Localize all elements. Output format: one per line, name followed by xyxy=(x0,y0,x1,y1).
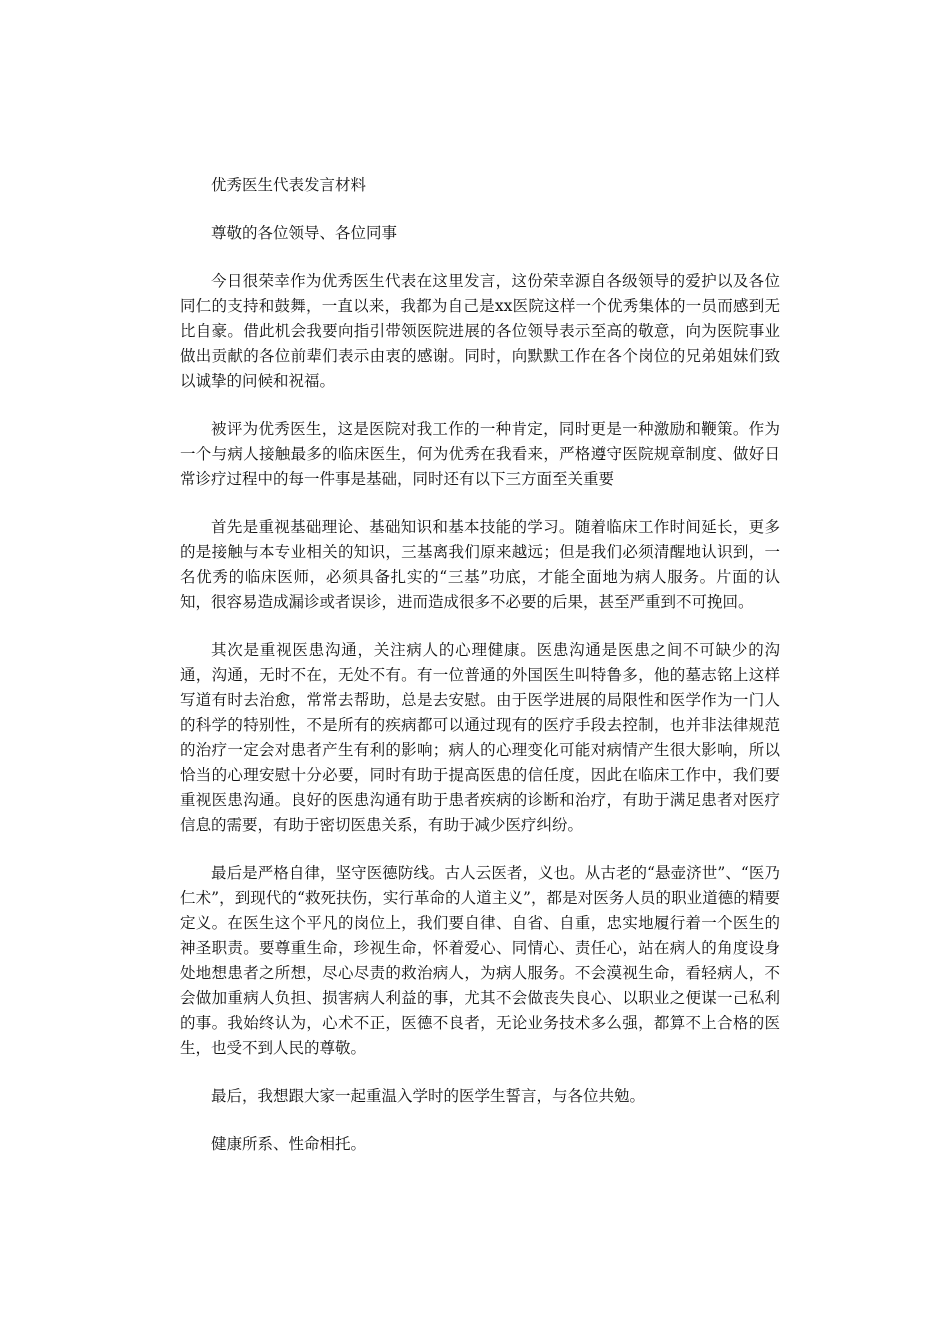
paragraph-recognition: 被评为优秀医生，这是医院对我工作的一种肯定，同时更是一种激励和鞭策。作为一个与病人接触最多的临床医生，何为优秀在我看来，严格遵守医院规章制度、做好日常诊疗过程中的每一件事是基础，同时还有以下三方面至关重要 xyxy=(180,420,780,488)
paragraph-communication: 其次是重视医患沟通，关注病人的心理健康。医患沟通是医患之间不可缺少的沟通，沟通，无时不在，无处不有。有一位普通的外国医生叫特鲁多，他的墓志铭上这样写道有时去治愈，常常去帮助，总是去安慰。由于医学进展的局限性和医学作为一门人的科学的特别性，不是所有的疾病都可以通过现有的医疗手段去控制，也并非法律规范的治疗一定会对患者产生有利的影响；病人的心理变化可能对病情产生很大影响，所以恰当的心理安慰十分必要，同时有助于提高医患的信任度，因此在临床工作中，我们要重视医患沟通。良好的医患沟通有助于患者疾病的诊断和治疗，有助于满足患者对医疗信息的需要，有助于密切医患关系，有助于减少医疗纠纷。 xyxy=(180,641,780,834)
paragraph-oath-intro: 最后，我想跟大家一起重温入学时的医学生誓言，与各位共勉。 xyxy=(211,1087,646,1105)
document-body xyxy=(180,173,780,1180)
paragraph-oath-line: 健康所系、性命相托。 xyxy=(211,1135,367,1153)
document-title: 优秀医生代表发言材料 xyxy=(211,176,367,194)
salutation: 尊敬的各位领导、各位同事 xyxy=(211,224,398,242)
paragraph-ethics: 最后是严格自律，坚守医德防线。古人云医者，义也。从古老的“悬壶济世”、“医乃仁术”，到现代的“救死扶伤，实行革命的人道主义”，都是对医务人员的职业道德的精要定义。在医生这个平凡的岗位上，我们要自律、自省、自重，忠实地履行着一个医生的神圣职责。要尊重生命，珍视生命，怀着爱心、同情心、责任心，站在病人的角度设身处地想患者之所想，尽心尽责的救治病人，为病人服务。不会漠视生命，看轻病人，不会做加重病人负担、损害病人利益的事，尤其不会做丧失良心、以职业之便谋一己私利的事。我始终认为，心术不正，医德不良者，无论业务技术多么强，都算不上合格的医生，也受不到人民的尊敬。 xyxy=(180,864,780,1057)
paragraph-basics: 首先是重视基础理论、基础知识和基本技能的学习。随着临床工作时间延长，更多的是接触与本专业相关的知识，三基离我们原来越远；但是我们必须清醒地认识到，一名优秀的临床医师，必须具备扎实的“三基”功底，才能全面地为病人服务。片面的认知，很容易造成漏诊或者误诊，进而造成很多不必要的后果，甚至严重到不可挽回。 xyxy=(180,518,780,611)
paragraph-intro: 今日很荣幸作为优秀医生代表在这里发言，这份荣幸源自各级领导的爱护以及各位同仁的支持和鼓舞，一直以来，我都为自己是xx医院这样一个优秀集体的一员而感到无比自豪。借此机会我要向指引带领医院进展的各位领导表示至高的敬意，向为医院事业做出贡献的各位前辈们表示由衷的感谢。同时，向默默工作在各个岗位的兄弟姐妹们致以诚挚的问候和祝福。 xyxy=(180,272,780,390)
